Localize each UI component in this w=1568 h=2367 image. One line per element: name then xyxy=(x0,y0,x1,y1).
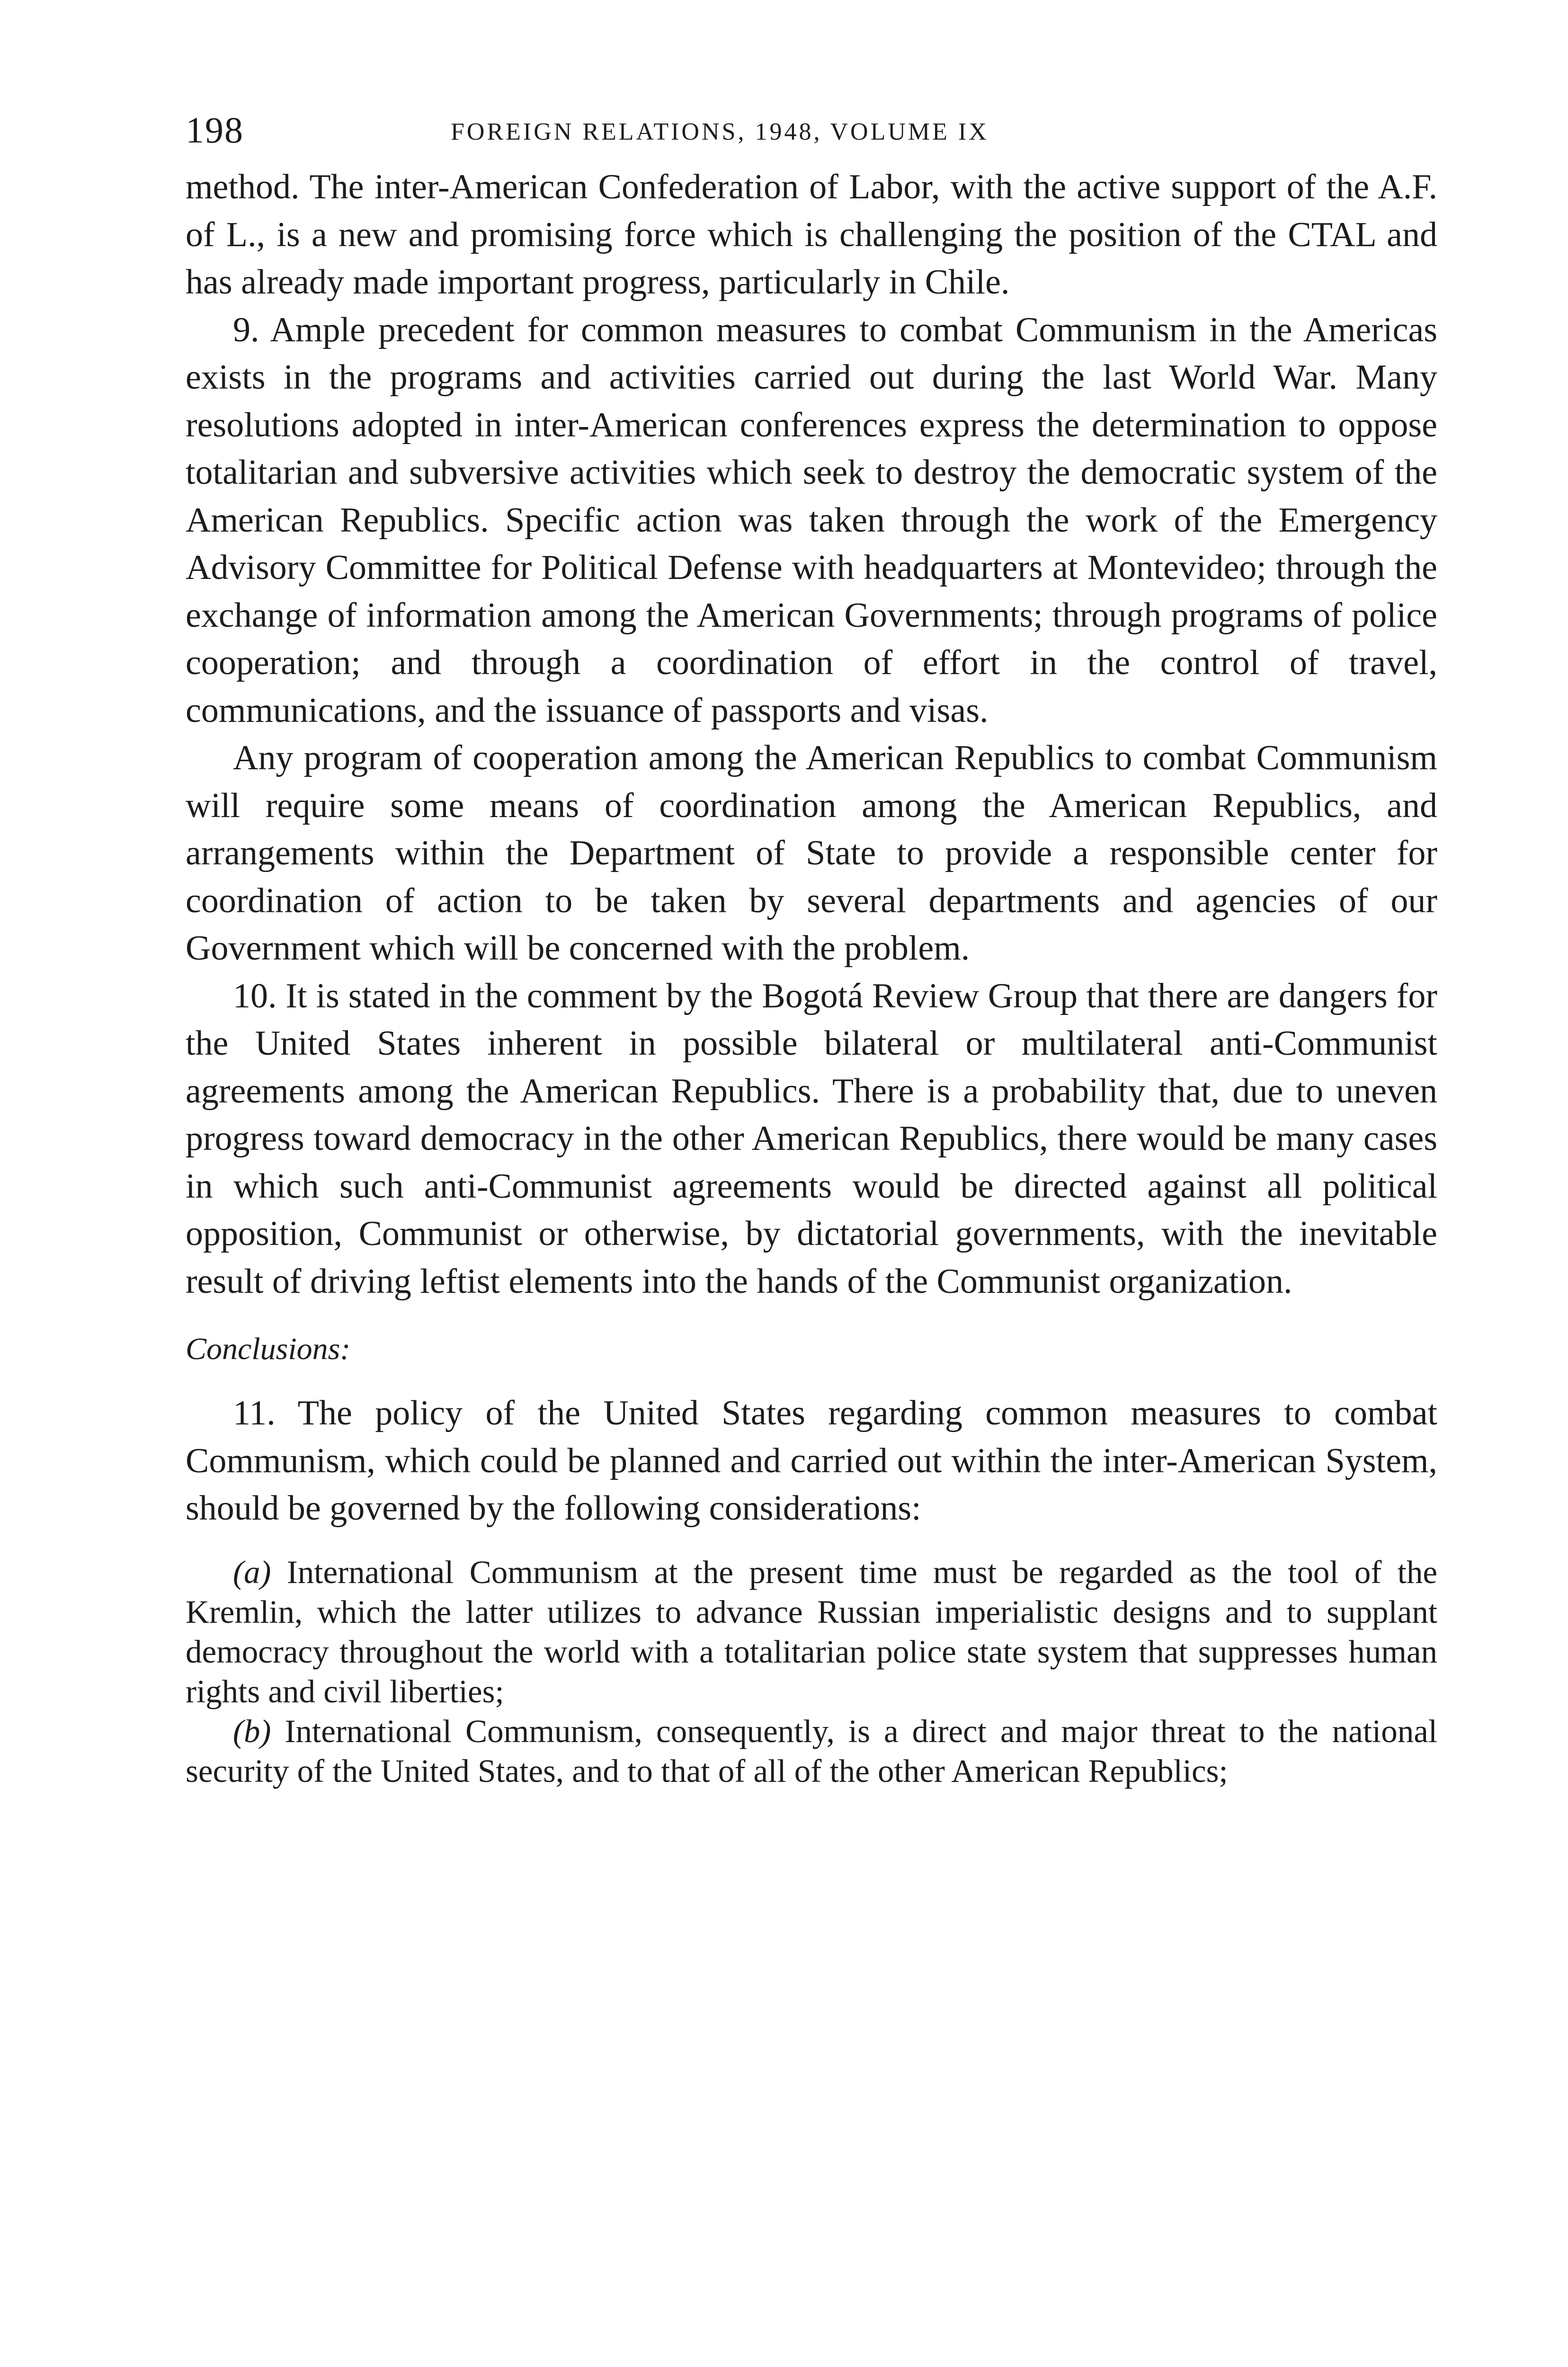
consideration-b-text: International Communism, consequently, is a direct and major threat to the national security of the United States, and to that of all of the other American Republics; xyxy=(186,1713,1438,1789)
consideration-a-label: (a) xyxy=(233,1554,271,1590)
consideration-b-label: (b) xyxy=(233,1713,271,1749)
considerations-list xyxy=(186,1552,1437,1791)
paragraph-continuation: method. The inter-American Confederation of Labor, with the active support of the A.F. of L., is a new and promising force which is challenging the position of the CTAL and has already made important progress, particularly in Chile. xyxy=(186,168,1437,302)
consideration-a xyxy=(186,1552,1437,1711)
paragraph-9: 9. Ample precedent for common measures to combat Communism in the Americas exists in the programs and activities carried out during the last World War. Many resolutions adopted in inter-American conferences express the determination to oppose totalitarian and subversive activities which seek to destroy the democratic system of the American Republics. Specific action was taken through the work of the Emergency Advisory Committee for Political Defense with headquarters at Montevideo; through the exchange of information among the American Governments; through programs of police cooperation; and through a coordination of effort in the control of travel, communications, and the issuance of passports and visas. xyxy=(186,310,1437,730)
consideration-a-text: International Communism at the present time must be regarded as the tool of the Kremlin, which the latter utilizes to advance Russian imperialistic designs and to supplant democracy throughout the world with a totalitarian police state system that suppresses human rights and civil liberties; xyxy=(186,1554,1437,1709)
document-page xyxy=(186,107,1437,2367)
running-title: FOREIGN RELATIONS, 1948, VOLUME IX xyxy=(451,118,989,145)
paragraph-10: 10. It is stated in the comment by the Bogotá Review Group that there are dangers for the United States inherent in possible bilateral or multilateral anti-Communist agreements among the American Republics. There is a probability that, due to uneven progress toward democracy in the other American Republics, there would be many cases in which such anti-Communist agreements would be directed against all political opposition, Communist or otherwise, by dictatorial governments, with the inevitable result of driving leftist elements into the hands of the Communist organization. xyxy=(186,976,1437,1301)
paragraph-11: 11. The policy of the United States regarding common measures to combat Communism, which could be planned and carried out within the inter-American System, should be governed by the following considerations: xyxy=(186,1394,1437,1528)
running-head xyxy=(186,107,1437,163)
body-text xyxy=(186,163,1437,1791)
conclusions-heading: Conclusions: xyxy=(186,1332,351,1366)
paragraph-cooperation: Any program of cooperation among the American Republics to combat Communism will require some means of coordination among the American Republics, and arrangements within the Department of State to provide a responsible center for coordination of action to be taken by several departments and agencies of our Government which will be concerned with the problem. xyxy=(186,739,1437,968)
page-number: 198 xyxy=(186,109,244,151)
consideration-b xyxy=(186,1711,1437,1791)
